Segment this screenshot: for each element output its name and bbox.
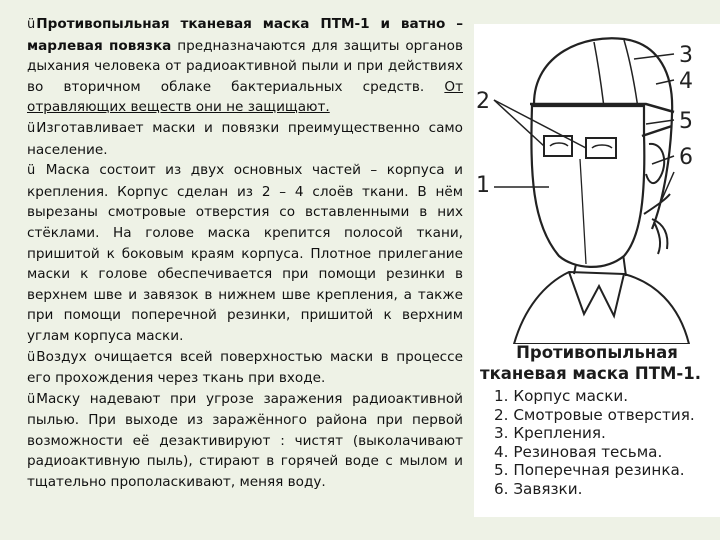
- paragraph-1-text: предназначаются для защиты органов дыхания человека от радиоактивной пыли и при действиях во вторичном облаке бактериальных средств.: [27, 37, 463, 95]
- caption-title-line2: тканевая маска ПТМ-1.: [480, 364, 701, 383]
- checkmark-icon: ü: [27, 163, 36, 179]
- legend-item: 1. Корпус маски.: [494, 387, 629, 405]
- label-2: 2: [476, 89, 490, 114]
- label-5: 5: [679, 109, 693, 134]
- main-text: [27, 14, 463, 493]
- caption-title: [474, 342, 720, 384]
- paragraph-3-text: Маска состоит из двух основных частей – корпуса и крепления. Корпус сделан из 2 – 4 слоёв ткани. В нём вырезаны смотровые отверстия со вставленными в них стёклами. На голове маска крепится полосой ткани, пришитой к боковым краям корпуса. Плотное прилегание маски к голове обеспечивается при помощи резинки в верхнем шве и завязок в нижнем шве крепления, а также при помощи поперечной резинки, пришитой к верхним углам корпуса маски.: [27, 162, 463, 344]
- paragraph-5: [27, 389, 463, 493]
- checkmark-icon: ü: [27, 120, 36, 136]
- label-6: 6: [679, 145, 693, 170]
- paragraph-3: [27, 160, 463, 346]
- legend-item: 4. Резиновая тесьма.: [494, 442, 663, 461]
- legend-item: 2. Смотровые отверстия.: [494, 405, 695, 424]
- legend-item: 6. Завязки.: [494, 479, 583, 498]
- figure-caption: [474, 342, 720, 499]
- paragraph-1: [27, 14, 463, 118]
- legend-list: [494, 387, 720, 499]
- paragraph-2-text: Изготавливает маски и повязки преимущественно само население.: [27, 119, 463, 158]
- paragraph-4: [27, 347, 463, 389]
- mask-title-bold: Противопыльная тканевая маска ПТМ-1 и ватно – марлевая повязка: [27, 16, 463, 54]
- legend-item: 3. Крепления.: [494, 424, 606, 443]
- figure-panel: [474, 24, 720, 517]
- paragraph-5-text: Маску надевают при угрозе заражения радиоактивной пылью. При выходе из заражённого района при первой возможности её дезактивируют : чистят (выколачивают радиоактивную пыль), стирают в горячей воде с мылом и тщательно прополаскивают, меняя воду.: [27, 390, 463, 491]
- paragraph-2: [27, 118, 463, 160]
- caption-title-line1: Противопыльная: [516, 343, 678, 362]
- legend-item: 5. Поперечная резинка.: [494, 461, 685, 480]
- label-4: 4: [679, 69, 693, 94]
- label-3: 3: [679, 43, 693, 68]
- warning-underlined: От отравляющих веществ они не защищают.: [27, 78, 463, 116]
- label-1: 1: [476, 173, 490, 198]
- checkmark-icon: ü: [27, 349, 36, 365]
- paragraph-4-text: Воздух очищается всей поверхностью маски в процессе его прохождения через ткань при входе.: [27, 348, 463, 387]
- mask-illustration: [474, 24, 720, 344]
- checkmark-icon: ü: [27, 17, 36, 32]
- checkmark-icon: ü: [27, 391, 36, 407]
